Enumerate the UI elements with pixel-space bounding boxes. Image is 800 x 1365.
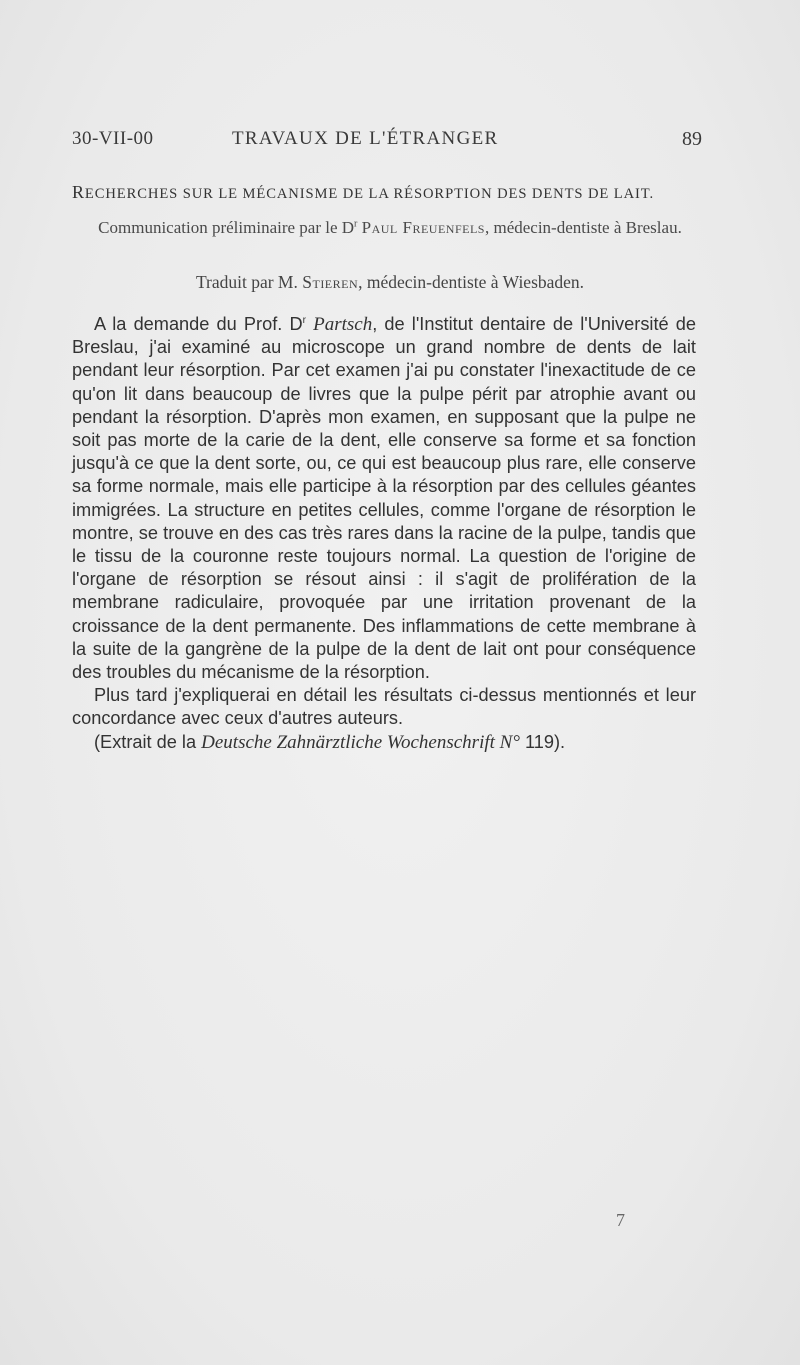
paragraph1-part1: A la demande du Prof. D xyxy=(94,314,303,334)
header-date: 30-VII-00 xyxy=(72,128,154,149)
body-paragraph xyxy=(72,313,696,684)
article-byline xyxy=(80,217,700,239)
paragraph1-sup: r xyxy=(302,314,306,326)
paragraph3-prefix: (Extrait de la xyxy=(94,731,202,752)
body-paragraph: Plus tard j'expliquerai en détail les résultats ci-dessus mentionnés et leur concordance avec ceux d'autres auteurs. xyxy=(72,685,696,729)
byline-suffix: , médecin-dentiste à Breslau. xyxy=(484,218,682,237)
paragraph1-part2: , de l'Institut dentaire de l'Université de Breslau, j'ai examiné au microscope un grand nombre de dents de lait pendant leur résorption. Par cet examen j'ai pu constater l'inexactitude de ce qu'on lit dans beaucoup de livres que la pulpe périt par atrophie avant ou pendant la résorption. D'après mon examen, en supposant que la pulpe ne soit pas morte de la carie de la dent, elle conserve sa forme et sa fonction jusqu'à ce que la dent sorte, ou, ce qui est beaucoup plus rare, elle conserve sa forme normale, mais elle participe à la résorption par des cellules géantes immigrées. La structure en petites cellules, comme l'organe de résorption le montre, se trouve en des cas très rares dans la racine de la pulpe, tandis que le tissu de la couronne reste toujours normal. La question de l'origine de l'organe de résorption se résout ainsi : il s'agit de prolifération de la membrane radiculaire, provoquée par une irritation provenant de la croissance de la dent permanente. Des inflammations de cette membrane à la suite de la gangrène de la pulpe de la dent de lait ont pour conséquence des troubles du mécanisme de la résorption. xyxy=(72,314,696,683)
translator-name: Stieren xyxy=(302,272,359,292)
signature-mark: 7 xyxy=(616,1210,625,1230)
running-head xyxy=(72,128,702,156)
translator-line xyxy=(80,272,700,293)
paragraph3-journal: Deutsche Zahnärztliche Wochenschrift N° xyxy=(201,731,520,753)
article-body xyxy=(72,313,696,754)
article-title-initial: R xyxy=(72,182,85,202)
byline-prefix: Communication préliminaire par le D xyxy=(98,218,355,237)
byline-author: Paul Freuenfels xyxy=(361,218,485,237)
article-title xyxy=(72,182,702,203)
translator-prefix: Traduit par M. xyxy=(195,272,303,292)
byline-sup: r xyxy=(354,218,358,230)
paragraph3-suffix: 119). xyxy=(519,731,566,752)
body-paragraph xyxy=(72,731,696,754)
header-section: TRAVAUX DE L'ÉTRANGER xyxy=(232,128,499,149)
page-number: 89 xyxy=(682,128,702,150)
article-title-rest: ECHERCHES SUR LE MÉCANISME DE LA RÉSORPTION DES DENTS DE LAIT. xyxy=(84,186,655,202)
paragraph1-name: Partsch xyxy=(313,314,373,335)
translator-suffix: , médecin-dentiste à Wiesbaden. xyxy=(358,272,585,292)
